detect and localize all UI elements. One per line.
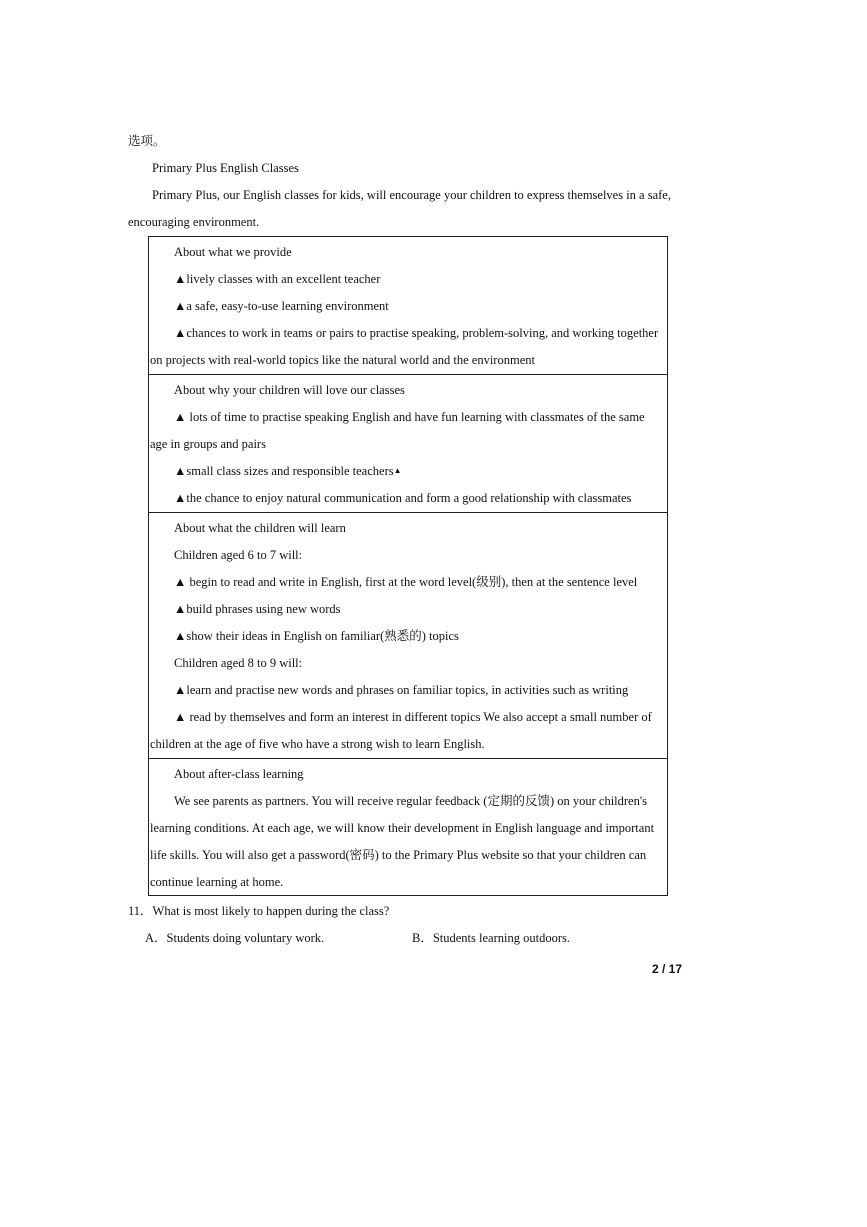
intro-prefix: 选项。 (128, 134, 166, 148)
list-item: ▲lively classes with an excellent teacher (174, 272, 381, 286)
info-table (148, 236, 668, 896)
paragraph-line: We see parents as partners. You will receive regular feedback (定期的反馈) on your children's (174, 794, 647, 808)
option-b[interactable]: B．Students learning outdoors. (412, 931, 570, 945)
question-text: 11．What is most likely to happen during the class? (128, 904, 390, 918)
list-item: ▲a safe, easy-to-use learning environment (174, 299, 389, 313)
row-divider (149, 758, 667, 759)
section-heading-learn: About what the children will learn (174, 521, 346, 535)
list-item: ▲show their ideas in English on familiar(熟悉的) topics (174, 629, 459, 643)
passage-title: Primary Plus English Classes (152, 161, 299, 175)
section-heading-love: About why your children will love our classes (174, 383, 405, 397)
triangle-mark-icon: ▲ (393, 466, 402, 475)
list-item: ▲ begin to read and write in English, first at the word level(级别), then at the sentence level (174, 575, 638, 589)
list-item: ▲chances to work in teams or pairs to practise speaking, problem-solving, and working together (174, 326, 659, 340)
list-item (174, 463, 402, 479)
row-divider (149, 374, 667, 375)
intro-paragraph-line-1: Primary Plus, our English classes for kids, will encourage your children to express themselves in a safe, (152, 188, 671, 202)
option-a[interactable]: A．Students doing voluntary work. (145, 931, 325, 945)
intro-paragraph-line-2: encouraging environment. (128, 215, 260, 229)
paragraph-line: learning conditions. At each age, we will know their development in English language and important (150, 821, 655, 835)
row-divider (149, 512, 667, 513)
paragraph-line: life skills. You will also get a password(密码) to the Primary Plus website so that your children can (150, 848, 647, 862)
list-item: ▲learn and practise new words and phrases on familiar topics, in activities such as writing (174, 683, 629, 697)
list-item-text: ▲small class sizes and responsible teachers (174, 464, 394, 478)
list-item: ▲ lots of time to practise speaking English and have fun learning with classmates of the same (174, 410, 645, 424)
age-group-heading: Children aged 8 to 9 will: (174, 656, 303, 670)
list-item: ▲the chance to enjoy natural communication and form a good relationship with classmates (174, 491, 632, 505)
list-item-continuation: on projects with real-world topics like the natural world and the environment (150, 353, 535, 367)
list-item-continuation: children at the age of five who have a strong wish to learn English. (150, 737, 485, 751)
age-group-heading: Children aged 6 to 7 will: (174, 548, 303, 562)
page-number: 2 / 17 (652, 962, 683, 976)
section-heading-after-class: About after-class learning (174, 767, 304, 781)
list-item: ▲build phrases using new words (174, 602, 341, 616)
section-heading-provide: About what we provide (174, 245, 292, 259)
list-item-continuation: age in groups and pairs (150, 437, 266, 451)
list-item: ▲ read by themselves and form an interest in different topics We also accept a small number of (174, 710, 652, 724)
paragraph-line: continue learning at home. (150, 875, 284, 889)
